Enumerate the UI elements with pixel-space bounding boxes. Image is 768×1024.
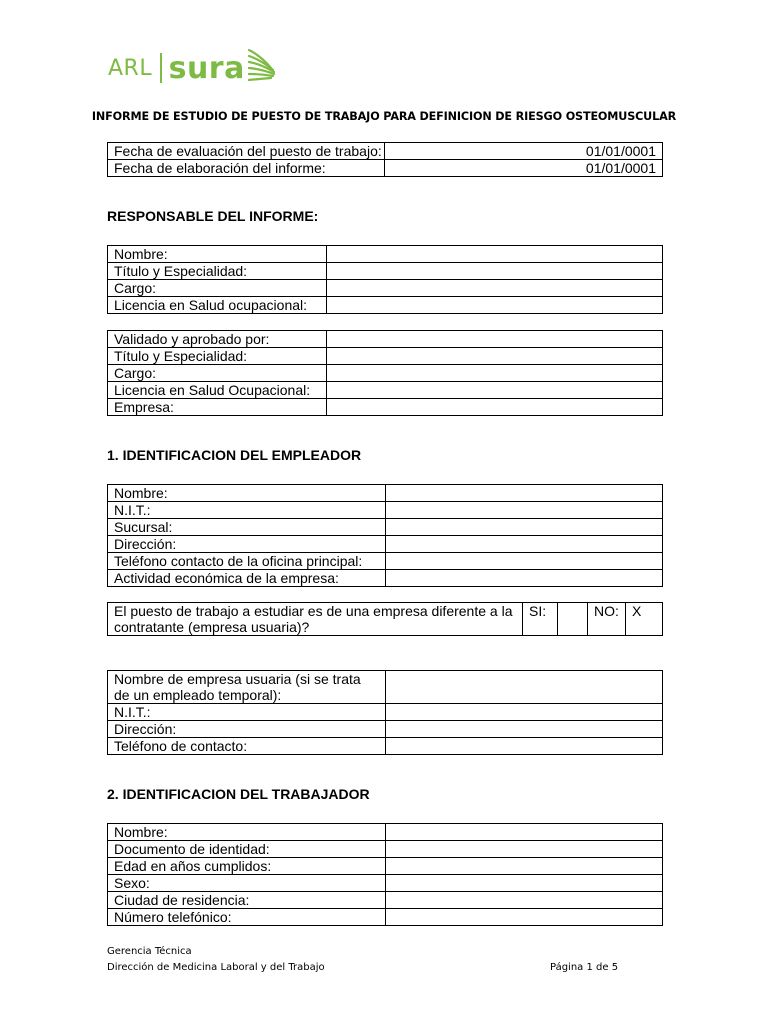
- table-row: [108, 909, 663, 926]
- evaluation-date-field[interactable]: 01/01/0001: [385, 143, 663, 160]
- empleador-heading: 1. IDENTIFICACION DEL EMPLEADOR: [107, 447, 362, 463]
- no-checkbox[interactable]: X: [626, 603, 663, 636]
- value-field[interactable]: [327, 399, 663, 416]
- label-cell: Sexo:: [108, 875, 386, 892]
- label-cell: Validado y aprobado por:: [108, 331, 327, 348]
- value-field[interactable]: [327, 348, 663, 365]
- label-cell: Dirección:: [108, 721, 386, 738]
- document-title: INFORME DE ESTUDIO DE PUESTO DE TRABAJO PARA DEFINICION DE RIESGO OSTEOMUSCULAR: [91, 110, 677, 123]
- label-cell: Título y Especialidad:: [108, 263, 327, 280]
- table-row: [108, 263, 663, 280]
- value-field[interactable]: [386, 824, 663, 841]
- table-row: [108, 399, 663, 416]
- table-row: [108, 875, 663, 892]
- value-field[interactable]: [386, 909, 663, 926]
- table-row: [108, 382, 663, 399]
- value-field[interactable]: [386, 536, 663, 553]
- value-field[interactable]: [386, 671, 663, 704]
- table-row: [108, 246, 663, 263]
- trabajador-table: [107, 823, 663, 926]
- label-cell: Título y Especialidad:: [108, 348, 327, 365]
- label-cell: Teléfono de contacto:: [108, 738, 386, 755]
- footer-department: Gerencia Técnica: [107, 946, 192, 957]
- usuaria-table: [107, 670, 663, 755]
- value-field[interactable]: [327, 382, 663, 399]
- no-label: NO:: [588, 603, 626, 636]
- empresa-diferente-table: [107, 602, 663, 636]
- arl-sura-logo: [108, 46, 277, 90]
- table-row: [108, 365, 663, 382]
- validado-table: [107, 330, 663, 416]
- label-cell: Nombre:: [108, 246, 327, 263]
- logo-sura-text: sura: [168, 50, 245, 86]
- value-field[interactable]: [327, 331, 663, 348]
- label-cell: Documento de identidad:: [108, 841, 386, 858]
- label-cell: Edad en años cumplidos:: [108, 858, 386, 875]
- table-row: [108, 892, 663, 909]
- table-row: [108, 297, 663, 314]
- table-row: [108, 536, 663, 553]
- table-row: [108, 704, 663, 721]
- value-field[interactable]: [386, 892, 663, 909]
- table-row: [108, 738, 663, 755]
- label-cell: Teléfono contacto de la oficina principal:: [108, 553, 386, 570]
- table-row: [108, 143, 663, 160]
- question-text: El puesto de trabajo a estudiar es de una empresa diferente a la contratante (empresa usuaria)?: [108, 603, 523, 636]
- value-field[interactable]: [386, 502, 663, 519]
- label-cell: Ciudad de residencia:: [108, 892, 386, 909]
- label-cell: Sucursal:: [108, 519, 386, 536]
- table-row: [108, 502, 663, 519]
- logo-divider: [160, 53, 162, 83]
- table-row: [108, 280, 663, 297]
- value-field[interactable]: [386, 485, 663, 502]
- table-row: [108, 553, 663, 570]
- value-field[interactable]: [386, 570, 663, 587]
- table-row: [108, 841, 663, 858]
- label-cell: Licencia en Salud Ocupacional:: [108, 382, 327, 399]
- value-field[interactable]: [386, 519, 663, 536]
- value-field[interactable]: [386, 875, 663, 892]
- label-cell: Nombre de empresa usuaria (si se trata de un empleado temporal):: [108, 671, 386, 704]
- table-row: [108, 519, 663, 536]
- label-cell: N.I.T.:: [108, 704, 386, 721]
- table-row: [108, 331, 663, 348]
- empleador-table: [107, 484, 663, 587]
- report-date-field[interactable]: 01/01/0001: [385, 160, 663, 177]
- label-cell: Nombre:: [108, 485, 386, 502]
- si-label: SI:: [523, 603, 558, 636]
- label-cell: Fecha de evaluación del puesto de trabajo:: [108, 143, 385, 160]
- table-row: [108, 485, 663, 502]
- table-row: [108, 160, 663, 177]
- label-cell: Cargo:: [108, 365, 327, 382]
- value-field[interactable]: [386, 704, 663, 721]
- logo-arl-text: ARL: [108, 55, 153, 81]
- value-field[interactable]: [327, 246, 663, 263]
- value-field[interactable]: [386, 858, 663, 875]
- value-field[interactable]: [327, 365, 663, 382]
- label-cell: Nombre:: [108, 824, 386, 841]
- value-field[interactable]: [386, 553, 663, 570]
- value-field[interactable]: [327, 297, 663, 314]
- label-cell: Dirección:: [108, 536, 386, 553]
- value-field[interactable]: [386, 738, 663, 755]
- label-cell: Fecha de elaboración del informe:: [108, 160, 385, 177]
- trabajador-heading: 2. IDENTIFICACION DEL TRABAJADOR: [107, 786, 370, 802]
- table-row: [108, 721, 663, 738]
- label-cell: Empresa:: [108, 399, 327, 416]
- table-row: [108, 570, 663, 587]
- label-cell: Número telefónico:: [108, 909, 386, 926]
- table-row: [108, 603, 663, 636]
- label-cell: Licencia en Salud ocupacional:: [108, 297, 327, 314]
- page-number: Página 1 de 5: [550, 962, 619, 973]
- value-field[interactable]: [386, 841, 663, 858]
- si-checkbox[interactable]: [558, 603, 588, 636]
- value-field[interactable]: [327, 263, 663, 280]
- dates-table: [107, 142, 663, 177]
- table-row: [108, 824, 663, 841]
- label-cell: Actividad económica de la empresa:: [108, 570, 386, 587]
- label-cell: Cargo:: [108, 280, 327, 297]
- responsable-heading: RESPONSABLE DEL INFORME:: [107, 208, 319, 224]
- table-row: [108, 348, 663, 365]
- footer-direction: Dirección de Medicina Laboral y del Trabajo: [107, 962, 325, 973]
- responsable-table: [107, 245, 663, 314]
- label-cell: N.I.T.:: [108, 502, 386, 519]
- value-field[interactable]: [386, 721, 663, 738]
- table-row: [108, 858, 663, 875]
- wing-icon: [247, 46, 277, 90]
- table-row: [108, 671, 663, 704]
- value-field[interactable]: [327, 280, 663, 297]
